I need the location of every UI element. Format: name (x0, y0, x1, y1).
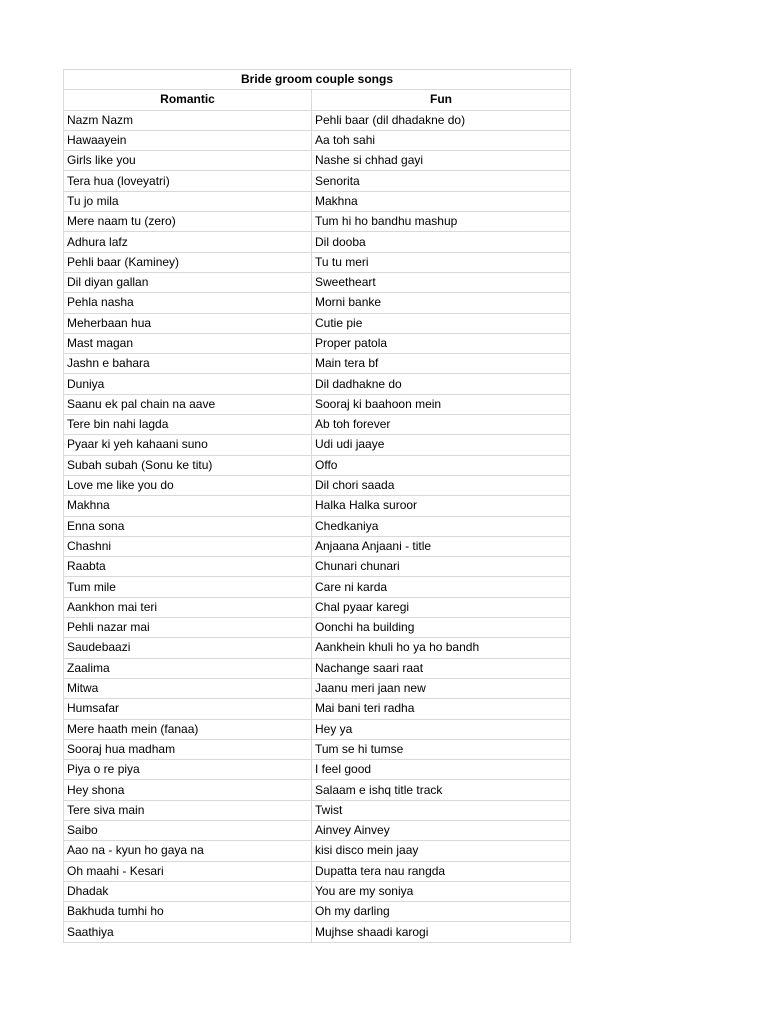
table-row (64, 719, 571, 739)
fun-song-cell: Sooraj ki baahoon mein (312, 394, 571, 414)
fun-song-cell: Aankhein khuli ho ya ho bandh (312, 638, 571, 658)
romantic-song-cell: Tere siva main (64, 800, 312, 820)
table-row (64, 455, 571, 475)
romantic-song-cell: Humsafar (64, 699, 312, 719)
romantic-song-cell: Saanu ek pal chain na aave (64, 394, 312, 414)
fun-song-cell: Sweetheart (312, 272, 571, 292)
romantic-song-cell: Mere haath mein (fanaa) (64, 719, 312, 739)
fun-song-cell: Nachange saari raat (312, 658, 571, 678)
romantic-song-cell: Nazm Nazm (64, 110, 312, 130)
romantic-song-cell: Aankhon mai teri (64, 597, 312, 617)
fun-song-cell: I feel good (312, 760, 571, 780)
table-row (64, 800, 571, 820)
romantic-song-cell: Love me like you do (64, 475, 312, 495)
romantic-song-cell: Jashn e bahara (64, 354, 312, 374)
fun-song-cell: Chedkaniya (312, 516, 571, 536)
romantic-song-cell: Raabta (64, 557, 312, 577)
column-header-romantic: Romantic (64, 90, 312, 110)
table-row (64, 191, 571, 211)
fun-song-cell: Mai bani teri radha (312, 699, 571, 719)
table-row (64, 496, 571, 516)
fun-song-cell: Salaam e ishq title track (312, 780, 571, 800)
table-row (64, 658, 571, 678)
romantic-song-cell: Piya o re piya (64, 760, 312, 780)
romantic-song-cell: Dhadak (64, 881, 312, 901)
romantic-song-cell: Oh maahi - Kesari (64, 861, 312, 881)
fun-song-cell: Ainvey Ainvey (312, 820, 571, 840)
title-row (64, 70, 571, 90)
fun-song-cell: Dupatta tera nau rangda (312, 861, 571, 881)
romantic-song-cell: Tu jo mila (64, 191, 312, 211)
fun-song-cell: Senorita (312, 171, 571, 191)
fun-song-cell: Main tera bf (312, 354, 571, 374)
fun-song-cell: Nashe si chhad gayi (312, 151, 571, 171)
fun-song-cell: Tu tu meri (312, 252, 571, 272)
romantic-song-cell: Enna sona (64, 516, 312, 536)
songs-table (63, 69, 571, 943)
romantic-song-cell: Saibo (64, 820, 312, 840)
table-row (64, 293, 571, 313)
table-row (64, 435, 571, 455)
romantic-song-cell: Mast magan (64, 333, 312, 353)
table-row (64, 638, 571, 658)
table-row (64, 618, 571, 638)
romantic-song-cell: Tum mile (64, 577, 312, 597)
table-row (64, 212, 571, 232)
fun-song-cell: Dil dooba (312, 232, 571, 252)
romantic-song-cell: Makhna (64, 496, 312, 516)
fun-song-cell: Morni banke (312, 293, 571, 313)
fun-song-cell: Pehli baar (dil dhadakne do) (312, 110, 571, 130)
table-row (64, 881, 571, 901)
fun-song-cell: Udi udi jaaye (312, 435, 571, 455)
table-row (64, 394, 571, 414)
fun-song-cell: Cutie pie (312, 313, 571, 333)
romantic-song-cell: Zaalima (64, 658, 312, 678)
romantic-song-cell: Hey shona (64, 780, 312, 800)
table-row (64, 374, 571, 394)
fun-song-cell: Chunari chunari (312, 557, 571, 577)
fun-song-cell: Dil dadhakne do (312, 374, 571, 394)
fun-song-cell: Twist (312, 800, 571, 820)
romantic-song-cell: Sooraj hua madham (64, 739, 312, 759)
romantic-song-cell: Tere bin nahi lagda (64, 415, 312, 435)
fun-song-cell: Care ni karda (312, 577, 571, 597)
fun-song-cell: Dil chori saada (312, 475, 571, 495)
fun-song-cell: Jaanu meri jaan new (312, 678, 571, 698)
romantic-song-cell: Adhura lafz (64, 232, 312, 252)
romantic-song-cell: Dil diyan gallan (64, 272, 312, 292)
romantic-song-cell: Tera hua (loveyatri) (64, 171, 312, 191)
romantic-song-cell: Saathiya (64, 922, 312, 942)
romantic-song-cell: Aao na - kyun ho gaya na (64, 841, 312, 861)
table-row (64, 780, 571, 800)
romantic-song-cell: Pehla nasha (64, 293, 312, 313)
romantic-song-cell: Mere naam tu (zero) (64, 212, 312, 232)
fun-song-cell: Halka Halka suroor (312, 496, 571, 516)
table-row (64, 232, 571, 252)
fun-song-cell: Oh my darling (312, 902, 571, 922)
table-row (64, 536, 571, 556)
table-title: Bride groom couple songs (64, 70, 571, 90)
table-row (64, 475, 571, 495)
romantic-song-cell: Girls like you (64, 151, 312, 171)
table-row (64, 110, 571, 130)
fun-song-cell: Tum se hi tumse (312, 739, 571, 759)
fun-song-cell: Tum hi ho bandhu mashup (312, 212, 571, 232)
table-row (64, 313, 571, 333)
table-row (64, 516, 571, 536)
fun-song-cell: Aa toh sahi (312, 130, 571, 150)
fun-song-cell: Makhna (312, 191, 571, 211)
table-row (64, 902, 571, 922)
table-body (64, 110, 571, 942)
table-row (64, 678, 571, 698)
romantic-song-cell: Hawaayein (64, 130, 312, 150)
table-row (64, 333, 571, 353)
table-row (64, 861, 571, 881)
fun-song-cell: kisi disco mein jaay (312, 841, 571, 861)
romantic-song-cell: Duniya (64, 374, 312, 394)
romantic-song-cell: Chashni (64, 536, 312, 556)
romantic-song-cell: Subah subah (Sonu ke titu) (64, 455, 312, 475)
fun-song-cell: You are my soniya (312, 881, 571, 901)
fun-song-cell: Anjaana Anjaani - title (312, 536, 571, 556)
fun-song-cell: Ab toh forever (312, 415, 571, 435)
romantic-song-cell: Mitwa (64, 678, 312, 698)
table-row (64, 557, 571, 577)
column-header-fun: Fun (312, 90, 571, 110)
fun-song-cell: Mujhse shaadi karogi (312, 922, 571, 942)
table-row (64, 354, 571, 374)
table-row (64, 415, 571, 435)
romantic-song-cell: Pehli baar (Kaminey) (64, 252, 312, 272)
table-row (64, 151, 571, 171)
table-row (64, 739, 571, 759)
table-row (64, 171, 571, 191)
table-row (64, 272, 571, 292)
header-row (64, 90, 571, 110)
table-row (64, 841, 571, 861)
table-row (64, 130, 571, 150)
fun-song-cell: Hey ya (312, 719, 571, 739)
fun-song-cell: Chal pyaar karegi (312, 597, 571, 617)
romantic-song-cell: Meherbaan hua (64, 313, 312, 333)
romantic-song-cell: Pehli nazar mai (64, 618, 312, 638)
table-row (64, 597, 571, 617)
table-row (64, 820, 571, 840)
romantic-song-cell: Pyaar ki yeh kahaani suno (64, 435, 312, 455)
fun-song-cell: Oonchi ha building (312, 618, 571, 638)
table-row (64, 699, 571, 719)
table-row (64, 252, 571, 272)
table-row (64, 760, 571, 780)
romantic-song-cell: Saudebaazi (64, 638, 312, 658)
fun-song-cell: Proper patola (312, 333, 571, 353)
romantic-song-cell: Bakhuda tumhi ho (64, 902, 312, 922)
table-row (64, 577, 571, 597)
fun-song-cell: Offo (312, 455, 571, 475)
table-row (64, 922, 571, 942)
